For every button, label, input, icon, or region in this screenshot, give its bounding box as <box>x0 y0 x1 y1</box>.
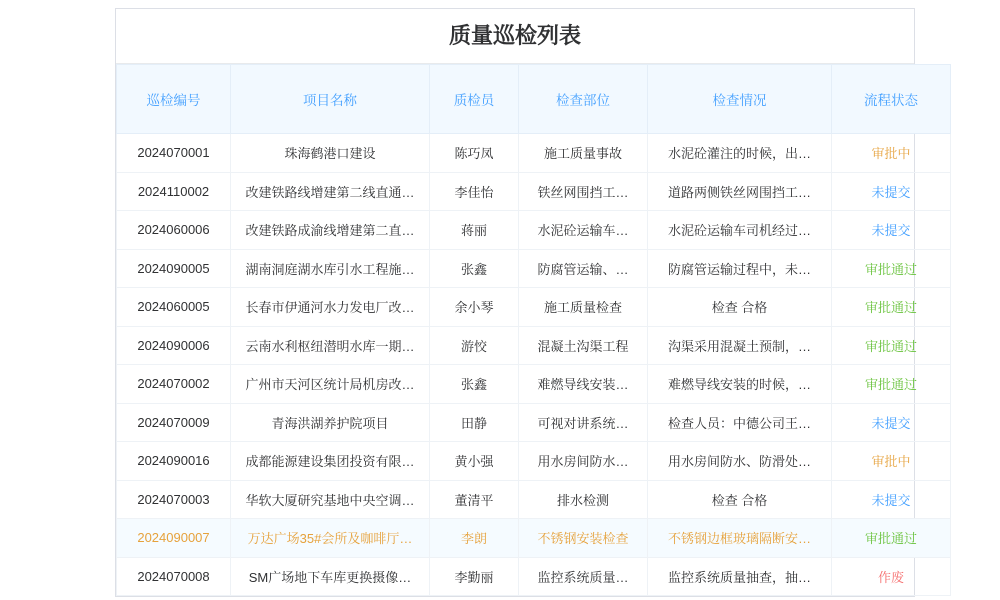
column-header-detail[interactable]: 检查情况 <box>648 65 832 134</box>
cell-part: 混凝土沟渠工程 <box>519 326 648 365</box>
cell-detail: 用水房间防水、防滑处… <box>648 442 832 481</box>
cell-id[interactable]: 2024090006 <box>117 326 231 365</box>
cell-inspector: 张鑫 <box>430 365 519 404</box>
table-body <box>117 134 951 596</box>
cell-part: 施工质量事故 <box>519 134 648 173</box>
status-text: 未提交 <box>871 415 911 431</box>
status-badge <box>832 519 951 558</box>
cell-name[interactable]: 华软大厦研究基地中央空调… <box>231 480 430 519</box>
cell-inspector: 李朗 <box>430 519 519 558</box>
cell-inspector: 董清平 <box>430 480 519 519</box>
cell-detail: 检查 合格 <box>648 480 832 519</box>
quality-inspection-panel <box>115 8 918 597</box>
cell-name[interactable]: 改建铁路成渝线增建第二直… <box>231 211 430 250</box>
table-row[interactable] <box>117 557 951 596</box>
column-header-name[interactable]: 项目名称 <box>231 65 430 134</box>
cell-detail: 不锈钢边框玻璃隔断安… <box>648 519 832 558</box>
status-text: 审批通过 <box>864 377 917 393</box>
cell-inspector: 田静 <box>430 403 519 442</box>
cell-part: 监控系统质量… <box>519 557 648 596</box>
status-badge <box>832 403 951 442</box>
cell-detail: 水泥砼运输车司机经过… <box>648 211 832 250</box>
cell-detail: 道路两侧铁丝网围挡工… <box>648 172 832 211</box>
cell-inspector: 余小琴 <box>430 288 519 327</box>
table-row[interactable] <box>117 480 951 519</box>
status-text: 审批通过 <box>864 531 917 547</box>
status-badge <box>832 211 951 250</box>
column-header-inspector[interactable]: 质检员 <box>430 65 519 134</box>
status-text: 未提交 <box>871 223 911 239</box>
cell-detail: 检查人员：中德公司王… <box>648 403 832 442</box>
status-text: 审批通过 <box>864 300 917 316</box>
cell-id[interactable]: 2024070001 <box>117 134 231 173</box>
column-header-status[interactable]: 流程状态 <box>832 65 951 134</box>
cell-id[interactable]: 2024090016 <box>117 442 231 481</box>
cell-id[interactable]: 2024070002 <box>117 365 231 404</box>
cell-part: 施工质量检查 <box>519 288 648 327</box>
cell-name[interactable]: 青海洪湖养护院项目 <box>231 403 430 442</box>
status-badge <box>832 326 951 365</box>
cell-detail: 防腐管运输过程中，未… <box>648 249 832 288</box>
status-badge <box>832 557 951 596</box>
cell-id[interactable]: 2024090007 <box>117 519 231 558</box>
cell-id[interactable]: 2024070008 <box>117 557 231 596</box>
status-text: 作废 <box>877 569 904 585</box>
status-badge <box>832 249 951 288</box>
status-text: 未提交 <box>871 492 911 508</box>
column-header-part[interactable]: 检查部位 <box>519 65 648 134</box>
cell-id[interactable]: 2024070003 <box>117 480 231 519</box>
table-row[interactable] <box>117 134 951 173</box>
cell-part: 排水检测 <box>519 480 648 519</box>
status-badge <box>832 442 951 481</box>
table-row[interactable] <box>117 442 951 481</box>
table-header-row <box>117 65 951 134</box>
table-row[interactable] <box>117 172 951 211</box>
cell-part: 铁丝网围挡工… <box>519 172 648 211</box>
table-row[interactable] <box>117 519 951 558</box>
inspection-table <box>116 64 951 596</box>
cell-part: 防腐管运输、… <box>519 249 648 288</box>
cell-name[interactable]: 改建铁路线增建第二线直通… <box>231 172 430 211</box>
status-badge <box>832 480 951 519</box>
cell-inspector: 黄小强 <box>430 442 519 481</box>
status-text: 未提交 <box>871 184 911 200</box>
status-badge <box>832 172 951 211</box>
table-row[interactable] <box>117 211 951 250</box>
status-badge <box>832 134 951 173</box>
cell-id[interactable]: 2024070009 <box>117 403 231 442</box>
status-text: 审批通过 <box>864 261 917 277</box>
cell-part: 水泥砼运输车… <box>519 211 648 250</box>
cell-name[interactable]: 湖南洞庭湖水库引水工程施… <box>231 249 430 288</box>
cell-part: 难燃导线安装… <box>519 365 648 404</box>
cell-inspector: 蒋丽 <box>430 211 519 250</box>
cell-part: 用水房间防水… <box>519 442 648 481</box>
cell-detail: 难燃导线安装的时候，… <box>648 365 832 404</box>
cell-name[interactable]: 珠海鹤港口建设 <box>231 134 430 173</box>
cell-name[interactable]: 长春市伊通河水力发电厂改… <box>231 288 430 327</box>
cell-name[interactable]: 广州市天河区统计局机房改… <box>231 365 430 404</box>
cell-name[interactable]: 万达广场35#会所及咖啡厅… <box>231 519 430 558</box>
status-text: 审批中 <box>871 454 911 470</box>
cell-inspector: 游恔 <box>430 326 519 365</box>
table-row[interactable] <box>117 365 951 404</box>
status-text: 审批通过 <box>864 338 917 354</box>
status-badge <box>832 288 951 327</box>
cell-part: 可视对讲系统… <box>519 403 648 442</box>
cell-id[interactable]: 2024090005 <box>117 249 231 288</box>
cell-inspector: 张鑫 <box>430 249 519 288</box>
cell-part: 不锈钢安装检查 <box>519 519 648 558</box>
cell-inspector: 李佳怡 <box>430 172 519 211</box>
cell-detail: 水泥砼灌注的时候，出… <box>648 134 832 173</box>
cell-name[interactable]: 云南水利枢纽潜明水库一期… <box>231 326 430 365</box>
column-header-id[interactable]: 巡检编号 <box>117 65 231 134</box>
table-row[interactable] <box>117 403 951 442</box>
cell-detail: 监控系统质量抽查，抽… <box>648 557 832 596</box>
table-header <box>117 65 951 134</box>
cell-name[interactable]: 成都能源建设集团投资有限… <box>231 442 430 481</box>
page-title: 质量巡检列表 <box>116 9 914 64</box>
cell-name[interactable]: SM广场地下车库更换摄像… <box>231 557 430 596</box>
cell-id[interactable]: 2024060006 <box>117 211 231 250</box>
status-text: 审批中 <box>871 146 911 162</box>
cell-detail: 沟渠采用混凝土预制，… <box>648 326 832 365</box>
cell-detail: 检查 合格 <box>648 288 832 327</box>
cell-id[interactable]: 2024060005 <box>117 288 231 327</box>
table-row[interactable] <box>117 326 951 365</box>
cell-inspector: 李勤丽 <box>430 557 519 596</box>
table-row[interactable] <box>117 249 951 288</box>
cell-id[interactable]: 2024110002 <box>117 172 231 211</box>
table-row[interactable] <box>117 288 951 327</box>
cell-inspector: 陈巧凤 <box>430 134 519 173</box>
status-badge <box>832 365 951 404</box>
